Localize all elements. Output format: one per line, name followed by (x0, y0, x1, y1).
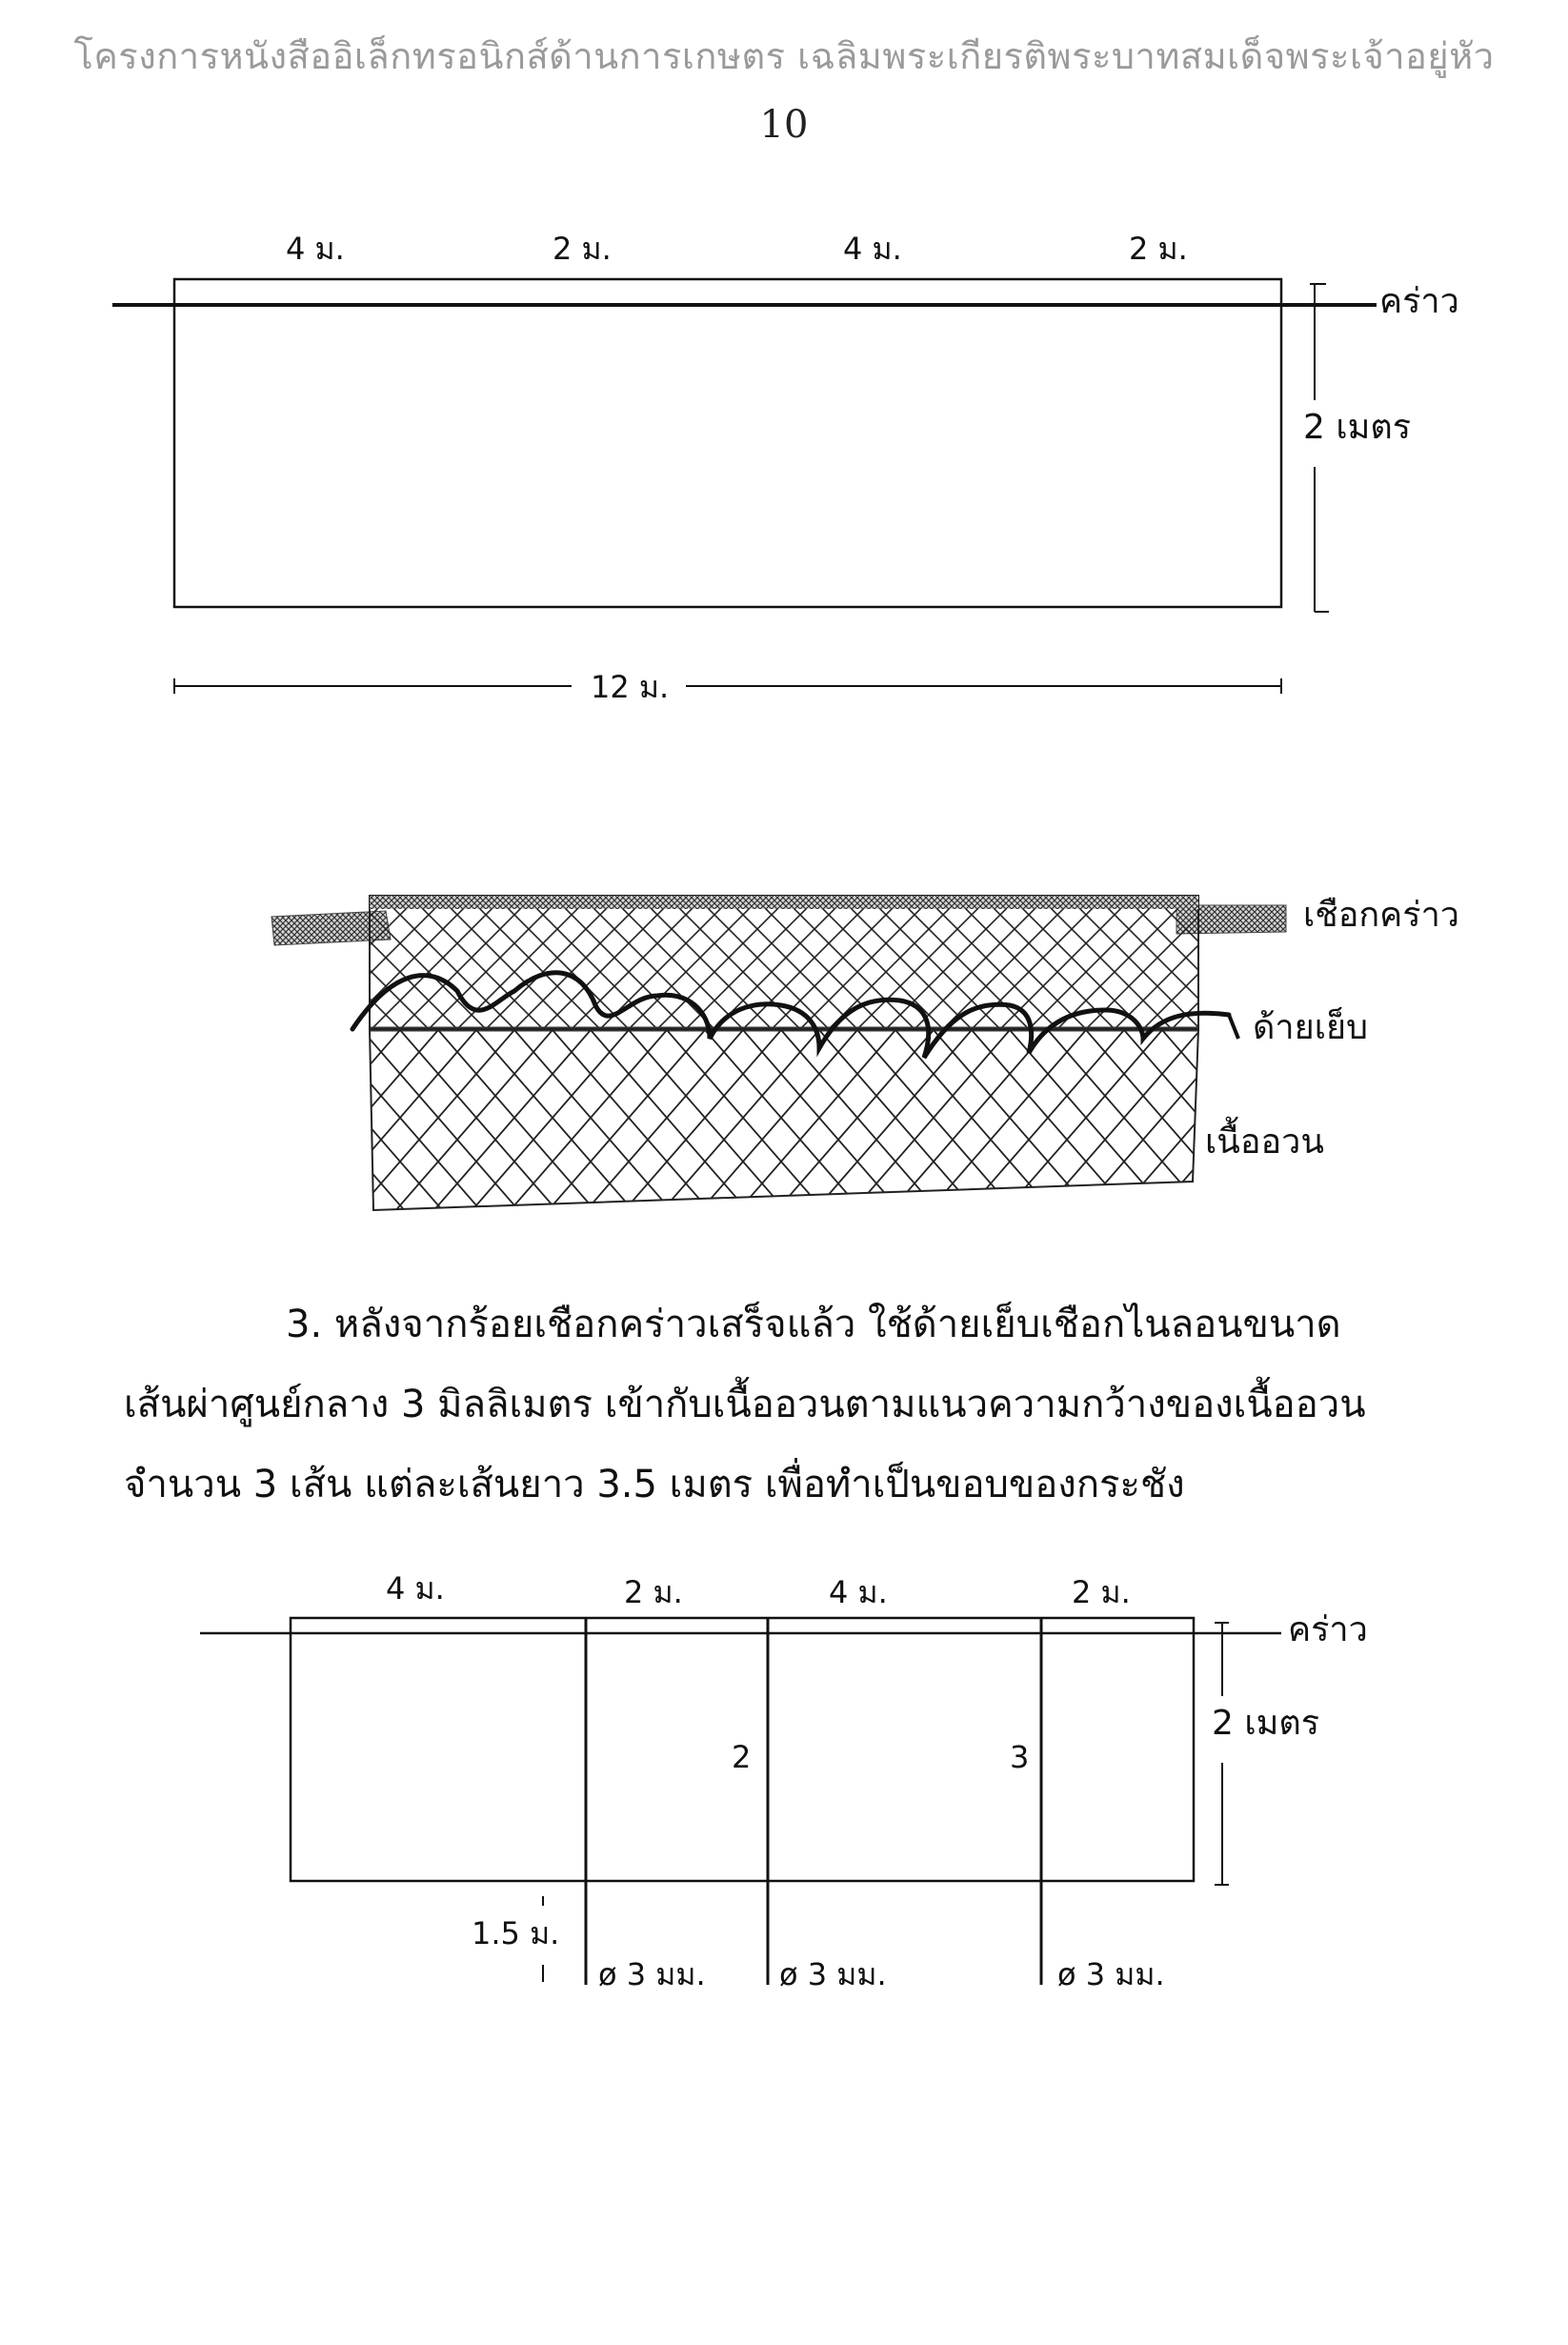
thread-label: ด้ายเย็บ (1253, 1008, 1368, 1047)
height-label: 2 เมตร (1303, 408, 1412, 447)
rope-label-2: คร่าว (1288, 1610, 1368, 1649)
net-label: เนื้ออวน (1205, 1122, 1324, 1162)
segment-label-3: 4 ม. (843, 231, 902, 267)
line-number-2: 2 (732, 1739, 752, 1775)
page-number: 10 (759, 103, 809, 147)
mesh-rope-label: เชือกคร่าว (1303, 896, 1460, 935)
segment3-label-4: 2 ม. (1072, 1574, 1131, 1610)
tail-length-label: 1.5 ม. (472, 1915, 560, 1951)
width-label: 12 ม. (591, 669, 670, 705)
segment-label-4: 2 ม. (1129, 231, 1188, 267)
rope-label: คร่าว (1379, 282, 1459, 321)
running-header: โครงการหนังสืออิเล็กทรอนิกส์ด้านการเกษตร เฉลิมพระเกียรติพระบาทสมเด็จพระเจ้าอยู่หัว (73, 35, 1495, 77)
segment-label-2: 2 ม. (553, 231, 612, 267)
paragraph-line-2: เส้นผ่าศูนย์กลาง 3 มิลลิเมตร เข้ากับเนื้ออวนตามแนวความกว้างของเนื้ออวน (124, 1383, 1366, 1426)
paragraph-line-1: 3. หลังจากร้อยเชือกคร่าวเสร็จแล้ว ใช้ด้ายเย็บเชือกไนลอนขนาด (286, 1303, 1341, 1346)
line-number-3: 3 (1010, 1739, 1030, 1775)
paragraph-line-3: จำนวน 3 เส้น แต่ละเส้นยาว 3.5 เมตร เพื่อทำเป็นขอบของกระชัง (124, 1463, 1185, 1506)
segment3-label-3: 4 ม. (829, 1574, 888, 1610)
segment3-label-2: 2 ม. (624, 1574, 683, 1610)
diameter-label-3: ø 3 มม. (1057, 1956, 1165, 1992)
segment-label-1: 4 ม. (286, 231, 345, 267)
diameter-label-2: ø 3 มม. (779, 1956, 887, 1992)
height-label-2: 2 เมตร (1212, 1704, 1320, 1743)
diameter-label-1: ø 3 มม. (598, 1956, 706, 1992)
segment3-label-1: 4 ม. (386, 1570, 445, 1607)
